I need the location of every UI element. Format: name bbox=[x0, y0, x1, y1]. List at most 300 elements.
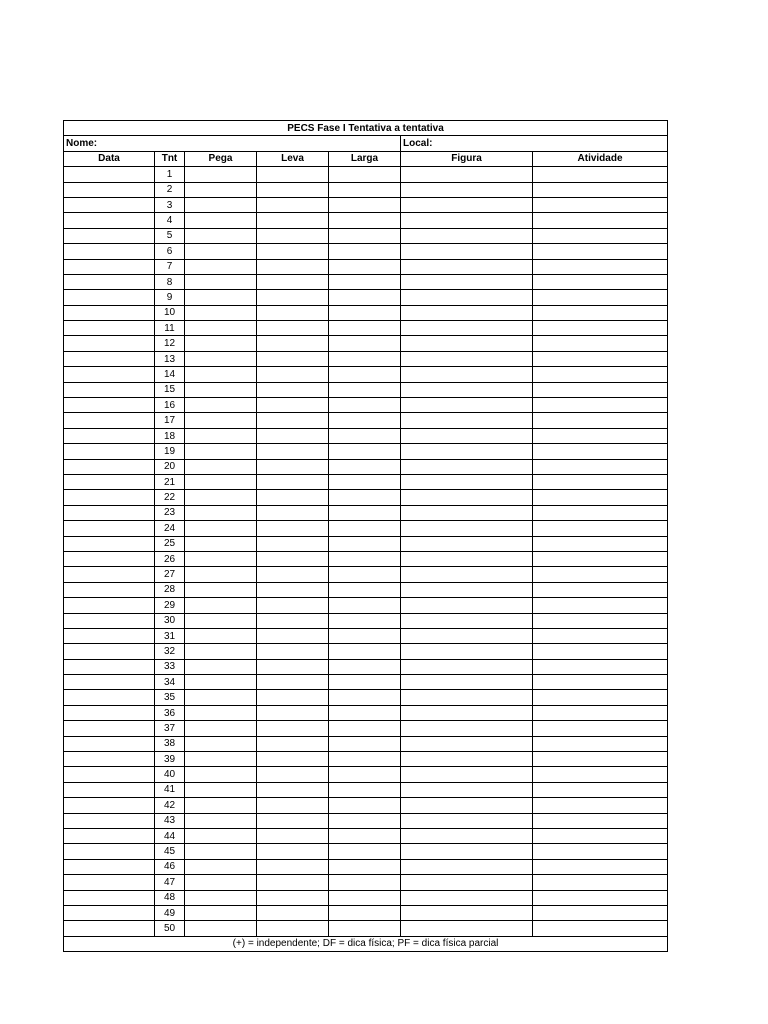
pega-cell[interactable] bbox=[185, 336, 257, 351]
leva-cell[interactable] bbox=[257, 890, 329, 905]
larga-cell[interactable] bbox=[329, 890, 401, 905]
larga-cell[interactable] bbox=[329, 767, 401, 782]
date-cell[interactable] bbox=[64, 521, 155, 536]
leva-cell[interactable] bbox=[257, 182, 329, 197]
leva-cell[interactable] bbox=[257, 644, 329, 659]
pega-cell[interactable] bbox=[185, 490, 257, 505]
date-cell[interactable] bbox=[64, 182, 155, 197]
date-cell[interactable] bbox=[64, 721, 155, 736]
leva-cell[interactable] bbox=[257, 875, 329, 890]
figura-cell[interactable] bbox=[401, 213, 533, 228]
figura-cell[interactable] bbox=[401, 752, 533, 767]
date-cell[interactable] bbox=[64, 659, 155, 674]
pega-cell[interactable] bbox=[185, 459, 257, 474]
atividade-cell[interactable] bbox=[533, 336, 668, 351]
pega-cell[interactable] bbox=[185, 598, 257, 613]
atividade-cell[interactable] bbox=[533, 598, 668, 613]
pega-cell[interactable] bbox=[185, 244, 257, 259]
date-cell[interactable] bbox=[64, 428, 155, 443]
pega-cell[interactable] bbox=[185, 398, 257, 413]
pega-cell[interactable] bbox=[185, 752, 257, 767]
leva-cell[interactable] bbox=[257, 828, 329, 843]
larga-cell[interactable] bbox=[329, 290, 401, 305]
pega-cell[interactable] bbox=[185, 628, 257, 643]
pega-cell[interactable] bbox=[185, 428, 257, 443]
leva-cell[interactable] bbox=[257, 798, 329, 813]
atividade-cell[interactable] bbox=[533, 890, 668, 905]
atividade-cell[interactable] bbox=[533, 444, 668, 459]
larga-cell[interactable] bbox=[329, 413, 401, 428]
atividade-cell[interactable] bbox=[533, 228, 668, 243]
leva-cell[interactable] bbox=[257, 675, 329, 690]
pega-cell[interactable] bbox=[185, 413, 257, 428]
figura-cell[interactable] bbox=[401, 767, 533, 782]
figura-cell[interactable] bbox=[401, 659, 533, 674]
pega-cell[interactable] bbox=[185, 875, 257, 890]
pega-cell[interactable] bbox=[185, 921, 257, 936]
leva-cell[interactable] bbox=[257, 213, 329, 228]
atividade-cell[interactable] bbox=[533, 505, 668, 520]
atividade-cell[interactable] bbox=[533, 752, 668, 767]
figura-cell[interactable] bbox=[401, 782, 533, 797]
date-cell[interactable] bbox=[64, 813, 155, 828]
date-cell[interactable] bbox=[64, 228, 155, 243]
date-cell[interactable] bbox=[64, 890, 155, 905]
date-cell[interactable] bbox=[64, 213, 155, 228]
date-cell[interactable] bbox=[64, 905, 155, 920]
figura-cell[interactable] bbox=[401, 675, 533, 690]
figura-cell[interactable] bbox=[401, 813, 533, 828]
larga-cell[interactable] bbox=[329, 213, 401, 228]
larga-cell[interactable] bbox=[329, 536, 401, 551]
date-cell[interactable] bbox=[64, 567, 155, 582]
leva-cell[interactable] bbox=[257, 690, 329, 705]
atividade-cell[interactable] bbox=[533, 690, 668, 705]
pega-cell[interactable] bbox=[185, 182, 257, 197]
leva-cell[interactable] bbox=[257, 921, 329, 936]
figura-cell[interactable] bbox=[401, 721, 533, 736]
atividade-cell[interactable] bbox=[533, 828, 668, 843]
atividade-cell[interactable] bbox=[533, 382, 668, 397]
larga-cell[interactable] bbox=[329, 305, 401, 320]
figura-cell[interactable] bbox=[401, 244, 533, 259]
figura-cell[interactable] bbox=[401, 521, 533, 536]
leva-cell[interactable] bbox=[257, 274, 329, 289]
atividade-cell[interactable] bbox=[533, 705, 668, 720]
date-cell[interactable] bbox=[64, 690, 155, 705]
date-cell[interactable] bbox=[64, 382, 155, 397]
atividade-cell[interactable] bbox=[533, 536, 668, 551]
larga-cell[interactable] bbox=[329, 336, 401, 351]
local-field[interactable]: Local: bbox=[401, 136, 668, 151]
figura-cell[interactable] bbox=[401, 628, 533, 643]
larga-cell[interactable] bbox=[329, 736, 401, 751]
figura-cell[interactable] bbox=[401, 321, 533, 336]
atividade-cell[interactable] bbox=[533, 767, 668, 782]
atividade-cell[interactable] bbox=[533, 567, 668, 582]
atividade-cell[interactable] bbox=[533, 675, 668, 690]
larga-cell[interactable] bbox=[329, 521, 401, 536]
date-cell[interactable] bbox=[64, 644, 155, 659]
date-cell[interactable] bbox=[64, 305, 155, 320]
date-cell[interactable] bbox=[64, 582, 155, 597]
larga-cell[interactable] bbox=[329, 875, 401, 890]
pega-cell[interactable] bbox=[185, 474, 257, 489]
figura-cell[interactable] bbox=[401, 351, 533, 366]
figura-cell[interactable] bbox=[401, 582, 533, 597]
larga-cell[interactable] bbox=[329, 351, 401, 366]
larga-cell[interactable] bbox=[329, 444, 401, 459]
atividade-cell[interactable] bbox=[533, 582, 668, 597]
date-cell[interactable] bbox=[64, 244, 155, 259]
pega-cell[interactable] bbox=[185, 905, 257, 920]
atividade-cell[interactable] bbox=[533, 659, 668, 674]
atividade-cell[interactable] bbox=[533, 197, 668, 212]
leva-cell[interactable] bbox=[257, 767, 329, 782]
larga-cell[interactable] bbox=[329, 798, 401, 813]
larga-cell[interactable] bbox=[329, 167, 401, 182]
figura-cell[interactable] bbox=[401, 598, 533, 613]
figura-cell[interactable] bbox=[401, 444, 533, 459]
leva-cell[interactable] bbox=[257, 382, 329, 397]
date-cell[interactable] bbox=[64, 875, 155, 890]
larga-cell[interactable] bbox=[329, 551, 401, 566]
larga-cell[interactable] bbox=[329, 505, 401, 520]
date-cell[interactable] bbox=[64, 474, 155, 489]
larga-cell[interactable] bbox=[329, 782, 401, 797]
leva-cell[interactable] bbox=[257, 582, 329, 597]
larga-cell[interactable] bbox=[329, 921, 401, 936]
date-cell[interactable] bbox=[64, 536, 155, 551]
pega-cell[interactable] bbox=[185, 521, 257, 536]
figura-cell[interactable] bbox=[401, 259, 533, 274]
figura-cell[interactable] bbox=[401, 305, 533, 320]
pega-cell[interactable] bbox=[185, 551, 257, 566]
atividade-cell[interactable] bbox=[533, 213, 668, 228]
larga-cell[interactable] bbox=[329, 228, 401, 243]
leva-cell[interactable] bbox=[257, 905, 329, 920]
leva-cell[interactable] bbox=[257, 505, 329, 520]
date-cell[interactable] bbox=[64, 259, 155, 274]
date-cell[interactable] bbox=[64, 628, 155, 643]
pega-cell[interactable] bbox=[185, 167, 257, 182]
atividade-cell[interactable] bbox=[533, 813, 668, 828]
date-cell[interactable] bbox=[64, 413, 155, 428]
leva-cell[interactable] bbox=[257, 844, 329, 859]
larga-cell[interactable] bbox=[329, 182, 401, 197]
pega-cell[interactable] bbox=[185, 721, 257, 736]
leva-cell[interactable] bbox=[257, 336, 329, 351]
figura-cell[interactable] bbox=[401, 197, 533, 212]
leva-cell[interactable] bbox=[257, 428, 329, 443]
pega-cell[interactable] bbox=[185, 536, 257, 551]
figura-cell[interactable] bbox=[401, 474, 533, 489]
leva-cell[interactable] bbox=[257, 736, 329, 751]
date-cell[interactable] bbox=[64, 274, 155, 289]
atividade-cell[interactable] bbox=[533, 644, 668, 659]
leva-cell[interactable] bbox=[257, 813, 329, 828]
pega-cell[interactable] bbox=[185, 705, 257, 720]
larga-cell[interactable] bbox=[329, 828, 401, 843]
pega-cell[interactable] bbox=[185, 259, 257, 274]
date-cell[interactable] bbox=[64, 551, 155, 566]
leva-cell[interactable] bbox=[257, 567, 329, 582]
leva-cell[interactable] bbox=[257, 444, 329, 459]
atividade-cell[interactable] bbox=[533, 321, 668, 336]
larga-cell[interactable] bbox=[329, 905, 401, 920]
leva-cell[interactable] bbox=[257, 197, 329, 212]
date-cell[interactable] bbox=[64, 197, 155, 212]
atividade-cell[interactable] bbox=[533, 167, 668, 182]
date-cell[interactable] bbox=[64, 290, 155, 305]
figura-cell[interactable] bbox=[401, 705, 533, 720]
atividade-cell[interactable] bbox=[533, 398, 668, 413]
figura-cell[interactable] bbox=[401, 398, 533, 413]
larga-cell[interactable] bbox=[329, 705, 401, 720]
atividade-cell[interactable] bbox=[533, 459, 668, 474]
larga-cell[interactable] bbox=[329, 459, 401, 474]
atividade-cell[interactable] bbox=[533, 921, 668, 936]
leva-cell[interactable] bbox=[257, 367, 329, 382]
pega-cell[interactable] bbox=[185, 505, 257, 520]
pega-cell[interactable] bbox=[185, 351, 257, 366]
leva-cell[interactable] bbox=[257, 613, 329, 628]
larga-cell[interactable] bbox=[329, 690, 401, 705]
date-cell[interactable] bbox=[64, 859, 155, 874]
atividade-cell[interactable] bbox=[533, 782, 668, 797]
figura-cell[interactable] bbox=[401, 167, 533, 182]
leva-cell[interactable] bbox=[257, 459, 329, 474]
atividade-cell[interactable] bbox=[533, 305, 668, 320]
atividade-cell[interactable] bbox=[533, 905, 668, 920]
larga-cell[interactable] bbox=[329, 844, 401, 859]
leva-cell[interactable] bbox=[257, 490, 329, 505]
larga-cell[interactable] bbox=[329, 367, 401, 382]
figura-cell[interactable] bbox=[401, 736, 533, 751]
leva-cell[interactable] bbox=[257, 228, 329, 243]
figura-cell[interactable] bbox=[401, 875, 533, 890]
larga-cell[interactable] bbox=[329, 721, 401, 736]
larga-cell[interactable] bbox=[329, 398, 401, 413]
figura-cell[interactable] bbox=[401, 428, 533, 443]
figura-cell[interactable] bbox=[401, 274, 533, 289]
pega-cell[interactable] bbox=[185, 675, 257, 690]
figura-cell[interactable] bbox=[401, 798, 533, 813]
date-cell[interactable] bbox=[64, 767, 155, 782]
name-field[interactable]: Nome: bbox=[64, 136, 401, 151]
atividade-cell[interactable] bbox=[533, 413, 668, 428]
atividade-cell[interactable] bbox=[533, 259, 668, 274]
figura-cell[interactable] bbox=[401, 228, 533, 243]
pega-cell[interactable] bbox=[185, 690, 257, 705]
larga-cell[interactable] bbox=[329, 859, 401, 874]
leva-cell[interactable] bbox=[257, 351, 329, 366]
larga-cell[interactable] bbox=[329, 428, 401, 443]
atividade-cell[interactable] bbox=[533, 628, 668, 643]
larga-cell[interactable] bbox=[329, 613, 401, 628]
larga-cell[interactable] bbox=[329, 244, 401, 259]
figura-cell[interactable] bbox=[401, 905, 533, 920]
figura-cell[interactable] bbox=[401, 182, 533, 197]
date-cell[interactable] bbox=[64, 844, 155, 859]
leva-cell[interactable] bbox=[257, 536, 329, 551]
atividade-cell[interactable] bbox=[533, 844, 668, 859]
leva-cell[interactable] bbox=[257, 398, 329, 413]
date-cell[interactable] bbox=[64, 705, 155, 720]
pega-cell[interactable] bbox=[185, 213, 257, 228]
atividade-cell[interactable] bbox=[533, 490, 668, 505]
pega-cell[interactable] bbox=[185, 798, 257, 813]
larga-cell[interactable] bbox=[329, 197, 401, 212]
pega-cell[interactable] bbox=[185, 290, 257, 305]
pega-cell[interactable] bbox=[185, 844, 257, 859]
atividade-cell[interactable] bbox=[533, 367, 668, 382]
date-cell[interactable] bbox=[64, 505, 155, 520]
pega-cell[interactable] bbox=[185, 444, 257, 459]
leva-cell[interactable] bbox=[257, 305, 329, 320]
date-cell[interactable] bbox=[64, 921, 155, 936]
pega-cell[interactable] bbox=[185, 567, 257, 582]
larga-cell[interactable] bbox=[329, 813, 401, 828]
leva-cell[interactable] bbox=[257, 598, 329, 613]
date-cell[interactable] bbox=[64, 444, 155, 459]
leva-cell[interactable] bbox=[257, 521, 329, 536]
larga-cell[interactable] bbox=[329, 274, 401, 289]
leva-cell[interactable] bbox=[257, 290, 329, 305]
leva-cell[interactable] bbox=[257, 474, 329, 489]
leva-cell[interactable] bbox=[257, 244, 329, 259]
leva-cell[interactable] bbox=[257, 628, 329, 643]
figura-cell[interactable] bbox=[401, 844, 533, 859]
larga-cell[interactable] bbox=[329, 752, 401, 767]
figura-cell[interactable] bbox=[401, 921, 533, 936]
date-cell[interactable] bbox=[64, 613, 155, 628]
atividade-cell[interactable] bbox=[533, 244, 668, 259]
larga-cell[interactable] bbox=[329, 675, 401, 690]
atividade-cell[interactable] bbox=[533, 274, 668, 289]
larga-cell[interactable] bbox=[329, 382, 401, 397]
pega-cell[interactable] bbox=[185, 859, 257, 874]
pega-cell[interactable] bbox=[185, 659, 257, 674]
pega-cell[interactable] bbox=[185, 828, 257, 843]
larga-cell[interactable] bbox=[329, 490, 401, 505]
atividade-cell[interactable] bbox=[533, 736, 668, 751]
pega-cell[interactable] bbox=[185, 890, 257, 905]
pega-cell[interactable] bbox=[185, 767, 257, 782]
pega-cell[interactable] bbox=[185, 613, 257, 628]
atividade-cell[interactable] bbox=[533, 721, 668, 736]
date-cell[interactable] bbox=[64, 351, 155, 366]
date-cell[interactable] bbox=[64, 598, 155, 613]
figura-cell[interactable] bbox=[401, 459, 533, 474]
leva-cell[interactable] bbox=[257, 321, 329, 336]
figura-cell[interactable] bbox=[401, 644, 533, 659]
date-cell[interactable] bbox=[64, 367, 155, 382]
larga-cell[interactable] bbox=[329, 628, 401, 643]
figura-cell[interactable] bbox=[401, 551, 533, 566]
leva-cell[interactable] bbox=[257, 659, 329, 674]
date-cell[interactable] bbox=[64, 459, 155, 474]
date-cell[interactable] bbox=[64, 736, 155, 751]
larga-cell[interactable] bbox=[329, 644, 401, 659]
figura-cell[interactable] bbox=[401, 536, 533, 551]
leva-cell[interactable] bbox=[257, 782, 329, 797]
pega-cell[interactable] bbox=[185, 321, 257, 336]
date-cell[interactable] bbox=[64, 828, 155, 843]
atividade-cell[interactable] bbox=[533, 351, 668, 366]
figura-cell[interactable] bbox=[401, 336, 533, 351]
pega-cell[interactable] bbox=[185, 644, 257, 659]
leva-cell[interactable] bbox=[257, 752, 329, 767]
figura-cell[interactable] bbox=[401, 367, 533, 382]
leva-cell[interactable] bbox=[257, 413, 329, 428]
figura-cell[interactable] bbox=[401, 413, 533, 428]
atividade-cell[interactable] bbox=[533, 290, 668, 305]
figura-cell[interactable] bbox=[401, 290, 533, 305]
date-cell[interactable] bbox=[64, 398, 155, 413]
larga-cell[interactable] bbox=[329, 567, 401, 582]
pega-cell[interactable] bbox=[185, 228, 257, 243]
larga-cell[interactable] bbox=[329, 259, 401, 274]
pega-cell[interactable] bbox=[185, 305, 257, 320]
larga-cell[interactable] bbox=[329, 598, 401, 613]
date-cell[interactable] bbox=[64, 752, 155, 767]
larga-cell[interactable] bbox=[329, 659, 401, 674]
leva-cell[interactable] bbox=[257, 167, 329, 182]
larga-cell[interactable] bbox=[329, 474, 401, 489]
atividade-cell[interactable] bbox=[533, 428, 668, 443]
larga-cell[interactable] bbox=[329, 321, 401, 336]
date-cell[interactable] bbox=[64, 782, 155, 797]
date-cell[interactable] bbox=[64, 675, 155, 690]
date-cell[interactable] bbox=[64, 167, 155, 182]
leva-cell[interactable] bbox=[257, 721, 329, 736]
atividade-cell[interactable] bbox=[533, 875, 668, 890]
date-cell[interactable] bbox=[64, 798, 155, 813]
pega-cell[interactable] bbox=[185, 736, 257, 751]
figura-cell[interactable] bbox=[401, 859, 533, 874]
figura-cell[interactable] bbox=[401, 828, 533, 843]
atividade-cell[interactable] bbox=[533, 521, 668, 536]
pega-cell[interactable] bbox=[185, 274, 257, 289]
atividade-cell[interactable] bbox=[533, 613, 668, 628]
atividade-cell[interactable] bbox=[533, 551, 668, 566]
pega-cell[interactable] bbox=[185, 582, 257, 597]
figura-cell[interactable] bbox=[401, 690, 533, 705]
figura-cell[interactable] bbox=[401, 613, 533, 628]
figura-cell[interactable] bbox=[401, 382, 533, 397]
leva-cell[interactable] bbox=[257, 259, 329, 274]
leva-cell[interactable] bbox=[257, 705, 329, 720]
date-cell[interactable] bbox=[64, 490, 155, 505]
date-cell[interactable] bbox=[64, 321, 155, 336]
atividade-cell[interactable] bbox=[533, 474, 668, 489]
figura-cell[interactable] bbox=[401, 567, 533, 582]
pega-cell[interactable] bbox=[185, 782, 257, 797]
figura-cell[interactable] bbox=[401, 505, 533, 520]
figura-cell[interactable] bbox=[401, 490, 533, 505]
pega-cell[interactable] bbox=[185, 367, 257, 382]
pega-cell[interactable] bbox=[185, 813, 257, 828]
leva-cell[interactable] bbox=[257, 551, 329, 566]
larga-cell[interactable] bbox=[329, 582, 401, 597]
pega-cell[interactable] bbox=[185, 382, 257, 397]
leva-cell[interactable] bbox=[257, 859, 329, 874]
figura-cell[interactable] bbox=[401, 890, 533, 905]
atividade-cell[interactable] bbox=[533, 798, 668, 813]
pega-cell[interactable] bbox=[185, 197, 257, 212]
date-cell[interactable] bbox=[64, 336, 155, 351]
